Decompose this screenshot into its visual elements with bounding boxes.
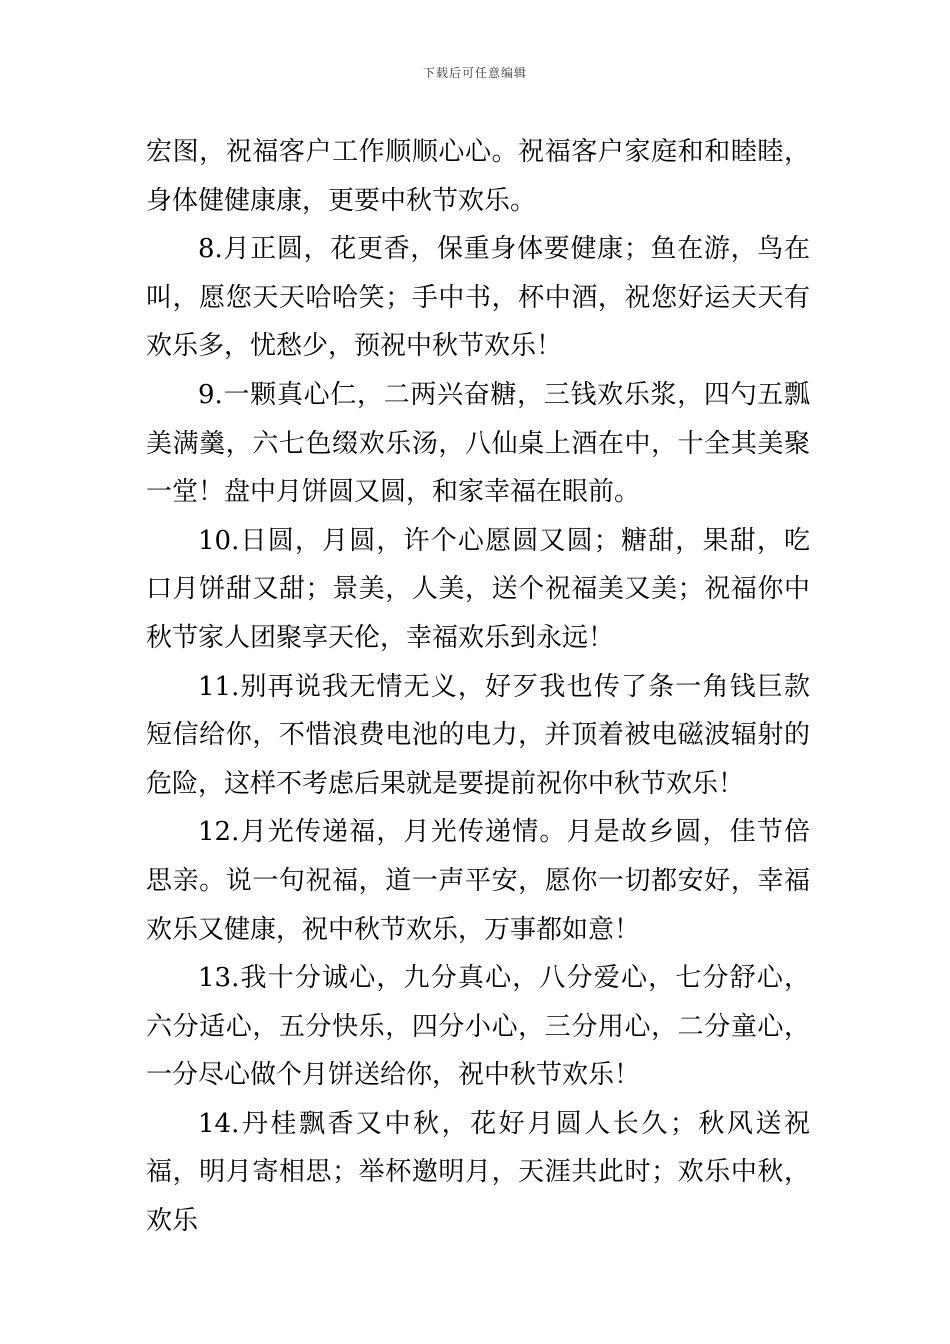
paragraph-continuation: 宏图，祝福客户工作顺顺心心。祝福客户家庭和和睦睦，身体健健康康，更要中秋节欢乐。 bbox=[146, 137, 810, 216]
document-body bbox=[146, 128, 810, 1246]
page-header-note: 下载后可任意编辑 bbox=[422, 66, 527, 80]
paragraph-item-12: 12.月光传递福，月光传递情。月是故乡圆，佳节倍思亲。说一句祝福，道一声平安，愿你一切都安好，幸福欢乐又健康，祝中秋节欢乐，万事都如意！ bbox=[146, 817, 810, 945]
paragraph-item-9: 9.一颗真心仁，二两兴奋糖，三钱欢乐浆，四勺五瓢美满羹，六七色缀欢乐汤，八仙桌上酒在中，十全其美聚一堂！盘中月饼圆又圆，和家幸福在眼前。 bbox=[146, 379, 810, 508]
paragraph-item-8: 8.月正圆，花更香，保重身体要健康；鱼在游，鸟在叫，愿您天天哈哈笑；手中书，杯中酒，祝您好运天天有欢乐多，忧愁少，预祝中秋节欢乐！ bbox=[146, 234, 810, 362]
paragraph-item-13: 13.我十分诚心，九分真心，八分爱心，七分舒心，六分适心，五分快乐，四分小心，三分用心，二分童心，一分尽心做个月饼送给你，祝中秋节欢乐！ bbox=[146, 963, 810, 1091]
paragraph-item-10: 10.日圆，月圆，许个心愿圆又圆；糖甜，果甜，吃口月饼甜又甜；景美，人美，送个祝福美又美；祝福你中秋节家人团聚享天伦，幸福欢乐到永远！ bbox=[146, 525, 810, 653]
paragraph-item-11: 11.别再说我无情无义，好歹我也传了条一角钱巨款短信给你，不惜浪费电池的电力，并顶着被电磁波辐射的危险，这样不考虑后果就是要提前祝你中秋节欢乐！ bbox=[146, 671, 810, 799]
paragraph-item-14: 14.丹桂飘香又中秋，花好月圆人长久；秋风送祝福，明月寄相思；举杯邀明月，天涯共此时；欢乐中秋，欢乐 bbox=[146, 1108, 810, 1237]
